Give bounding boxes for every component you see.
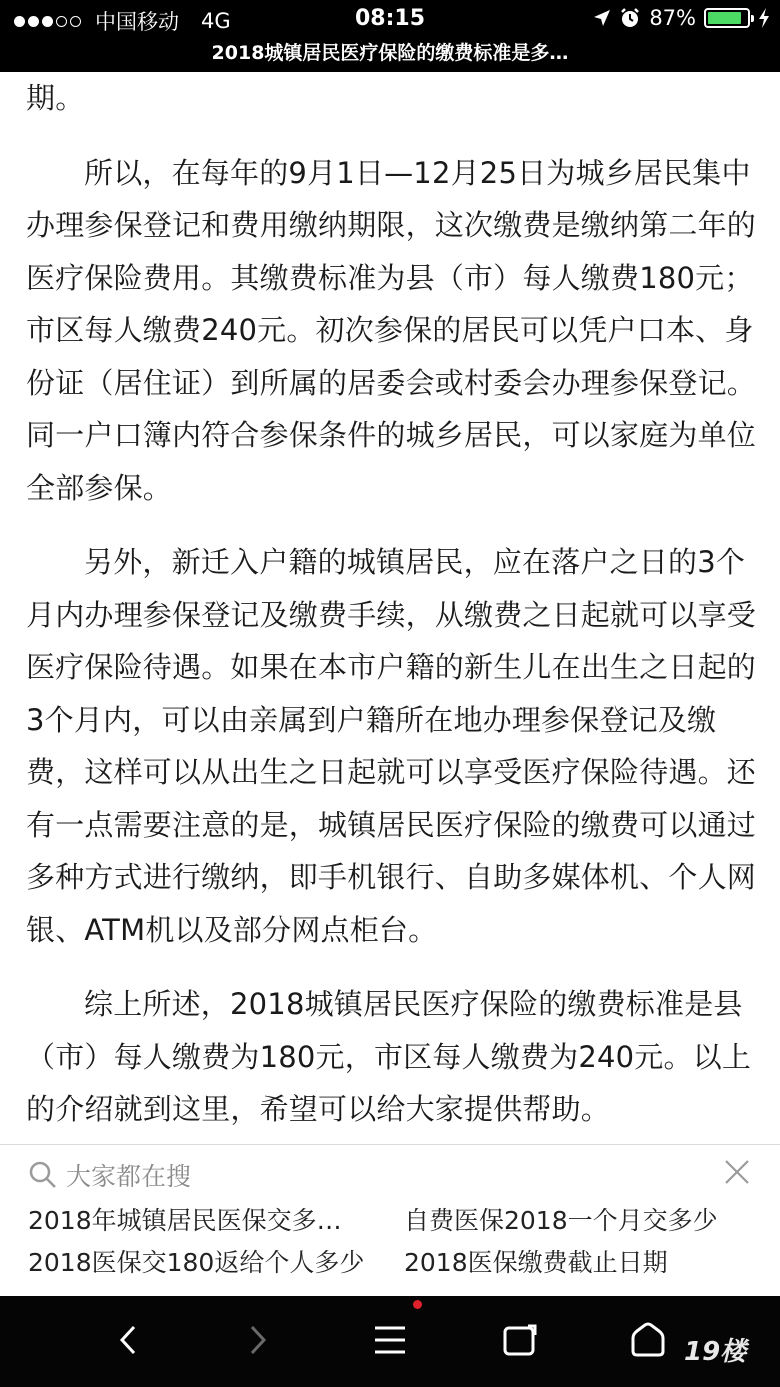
location-arrow-icon	[593, 9, 611, 27]
notification-dot	[413, 1300, 422, 1309]
suggestion-link[interactable]: 自费医保2018一个月交多少	[404, 1206, 718, 1235]
article-paragraph: 期。	[26, 81, 85, 115]
search-icon	[28, 1160, 58, 1190]
browser-toolbar	[0, 1296, 780, 1387]
menu-button[interactable]	[364, 1314, 416, 1366]
home-icon	[629, 1322, 667, 1358]
article-paragraph: 综上所述，2018城镇居民医疗保险的缴费标准是县（市）每人缴费为180元，市区每人缴费为240元。以上的介绍就到这里，希望可以给大家提供帮助。	[26, 987, 752, 1126]
close-icon[interactable]	[724, 1159, 750, 1185]
suggestions-title: 大家都在搜	[66, 1162, 192, 1191]
menu-icon	[373, 1325, 407, 1355]
alarm-clock-icon	[619, 7, 641, 29]
tabs-icon	[502, 1323, 538, 1357]
article-paragraph: 另外，新迁入户籍的城镇居民，应在落户之日的3个月内办理参保登记及缴费手续，从缴费之日起就可以享受医疗保险待遇。如果在本市户籍的新生儿在出生之日起的3个月内，可以由亲属到户籍所在地办理参保登记及缴费，这样可以从出生之日起就可以享受医疗保险待遇。还有一点需要注意的是，城镇居民医疗保险的缴费可以通过多种方式进行缴纳，即手机银行、自助多媒体机、个人网银、ATM机以及部分网点柜台。	[26, 545, 757, 947]
page-title: 2018城镇居民医疗保险的缴费标准是多…	[211, 42, 569, 64]
article-body	[0, 72, 780, 1158]
search-suggestions-panel	[0, 1144, 780, 1296]
back-button[interactable]	[102, 1314, 154, 1366]
forward-button[interactable]	[232, 1314, 284, 1366]
chevron-left-icon	[118, 1324, 138, 1356]
clock: 08:15	[354, 6, 426, 31]
battery-level-bar	[708, 12, 741, 24]
tabs-button[interactable]	[494, 1314, 546, 1366]
charging-bolt-icon	[758, 8, 770, 28]
battery-icon	[704, 8, 750, 28]
status-bar	[0, 0, 780, 72]
suggestion-link[interactable]: 2018医保缴费截止日期	[404, 1248, 668, 1277]
article-paragraph: 所以，在每年的9月1日—12月25日为城乡居民集中办理参保登记和费用缴纳期限，这次缴费是缴纳第二年的医疗保险费用。其缴费标准为县（市）每人缴费180元；市区每人缴费240元。初次参保的居民可以凭户口本、身份证（居住证）到所属的居委会或村委会办理参保登记。同一户口簿内符合参保条件的城乡居民，可以家庭为单位全部参保。	[26, 155, 757, 505]
home-button[interactable]	[622, 1314, 674, 1366]
battery-percent: 87%	[649, 6, 696, 30]
network-type: 4G	[201, 9, 231, 33]
chevron-right-icon	[248, 1324, 268, 1356]
carrier-name: 中国移动	[95, 10, 179, 34]
site-logo: 19楼	[684, 1337, 747, 1367]
suggestion-link[interactable]: 2018医保交180返给个人多少	[28, 1248, 365, 1277]
suggestion-link[interactable]: 2018年城镇居民医保交多…	[28, 1206, 342, 1235]
